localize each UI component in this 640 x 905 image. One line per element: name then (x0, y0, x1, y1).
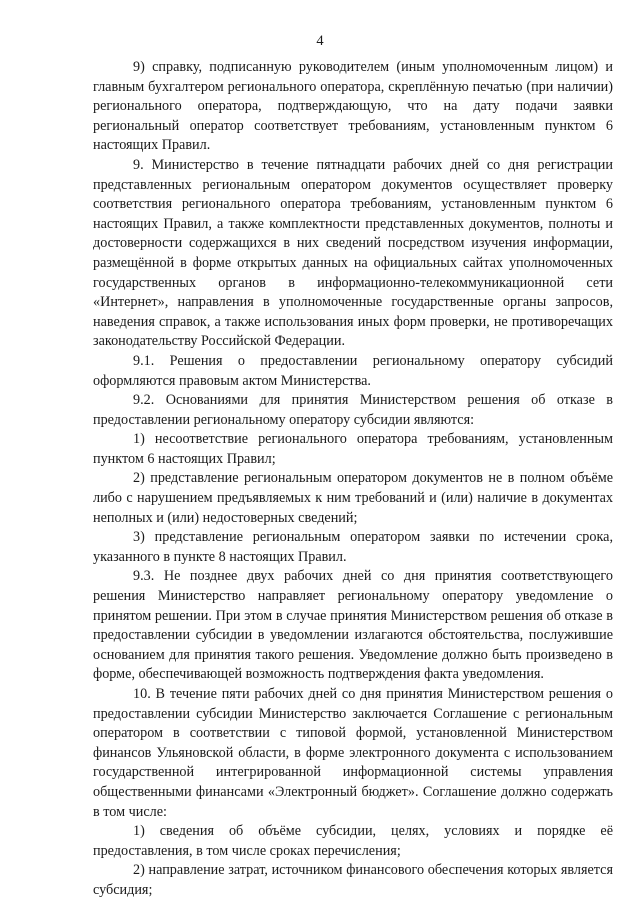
document-body (93, 58, 613, 901)
paragraph-section-9-2: 9.2. Основаниями для принятия Министерством решения об отказе в предоставлении региональному оператору субсидии являются: (93, 392, 613, 428)
paragraph-refusal-reason-2: 2) представление региональным оператором документов не в полном объёме либо с нарушением предъявляемых к ним требований и (или) наличие в документах неполных и (или) недостоверных сведений; (93, 470, 613, 526)
paragraph-agreement-item-2: 2) направление затрат, источником финансового обеспечения которых является субсидия; (93, 862, 613, 898)
page-number: 4 (316, 33, 324, 49)
paragraph-section-10: 10. В течение пяти рабочих дней со дня принятия Министерством решения о предоставлении субсидии Министерство заключается Соглашение с региональным оператором в соответствии с типовой формой, установленной Министерством финансов Ульяновской области, в форме электронного документа с использованием государственной интегрированной информационной системы управления общественными финансами «Электронный бюджет». Соглашение должно содержать в том числе: (93, 686, 613, 820)
paragraph-section-9-3: 9.3. Не позднее двух рабочих дней со дня принятия соответствующего решения Министерство направляет региональному оператору уведомление о принятом решении. При этом в случае принятия Министерством решения об отказе в предоставлении субсидии в уведомлении излагаются обстоятельства, послужившие основанием для принятия такого решения. Уведомление должно быть произведено в форме, обеспечивающей возможность подтверждения факта уведомления. (93, 568, 613, 683)
paragraph-refusal-reason-3: 3) представление региональным оператором заявки по истечении срока, указанного в пункте 8 настоящих Правил. (93, 529, 613, 565)
paragraph-refusal-reason-1: 1) несоответствие регионального оператора требованиям, установленным пунктом 6 настоящих Правил; (93, 431, 613, 467)
paragraph-item-9: 9) справку, подписанную руководителем (иным уполномоченным лицом) и главным бухгалтером регионального оператора, скреплённую печатью (при наличии) регионального оператора, подтверждающую, что на дату подачи заявки региональный оператор соответствует требованиям, установленным пунктом 6 настоящих Правил. (93, 59, 613, 154)
paragraph-section-9: 9. Министерство в течение пятнадцати рабочих дней со дня регистрации представленных региональным оператором документов осуществляет проверку соответствия регионального оператора требованиям, установленным пунктом 6 настоящих Правил, а также комплектности представленных документов, полноты и достоверности содержащихся в них сведений посредством изучения информации, размещённой в форме открытых данных на официальных сайтах уполномоченных государственных органов в информационно-телекоммуникационной сети «Интернет», направления в уполномоченные государственные органы запросов, наведения справок, а также использования иных форм проверки, не противоречащих законодательству Российской Федерации. (93, 156, 613, 350)
paragraph-agreement-item-1: 1) сведения об объёме субсидии, целях, условиях и порядке её предоставления, в том числе сроках перечисления; (93, 823, 613, 859)
paragraph-section-9-1: 9.1. Решения о предоставлении региональному оператору субсидий оформляются правовым актом Министерства. (93, 352, 613, 389)
